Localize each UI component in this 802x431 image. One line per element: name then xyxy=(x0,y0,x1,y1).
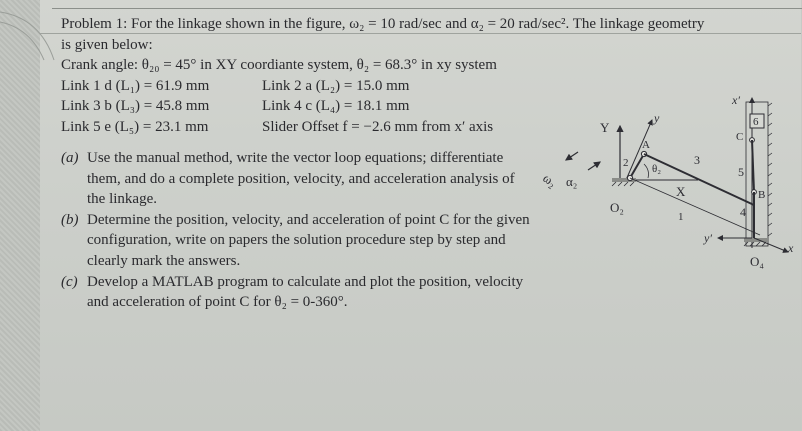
link-6-number: 6 xyxy=(753,116,759,128)
alpha-label: α₂ xyxy=(566,174,578,189)
link-3: Link 3 b (L₃) = 45.8 mm xyxy=(61,98,210,114)
frame-top-line xyxy=(52,8,802,9)
ground-hatch-O4 xyxy=(744,242,766,246)
link-1: Link 1 d (L₁) = 61.9 mm xyxy=(61,77,210,94)
C-label: C xyxy=(736,131,744,143)
linkage-figure xyxy=(540,88,801,278)
alpha-arrow xyxy=(588,162,600,170)
link-2-number: 2 xyxy=(623,157,629,169)
theta-arc xyxy=(644,164,649,178)
link-3-number: 3 xyxy=(694,153,700,167)
link-4-number: 4 xyxy=(740,205,746,219)
ground-hatch-O2 xyxy=(612,182,634,186)
guide-hatch xyxy=(768,103,772,236)
y-label: y xyxy=(654,111,660,125)
O4-label: O₄ xyxy=(750,254,764,269)
O2-label: O₂ xyxy=(610,200,624,215)
X-label: X xyxy=(676,184,686,199)
A-label: A xyxy=(642,139,650,151)
slider-offset: Slider Offset f = −2.6 mm from x′ axis xyxy=(262,118,494,135)
link-4: Link 4 c (L₄) = 18.1 mm xyxy=(262,98,410,114)
x-label: x xyxy=(788,241,794,255)
part-a xyxy=(61,148,531,210)
part-a-text: Use the manual method, write the vector loop equations; differentiate them, and do a complete position, velocity, and acceleration analysis of the linkage. xyxy=(87,150,515,208)
problem-line-2: is given below: xyxy=(61,36,153,53)
link-1-number: 1 xyxy=(678,211,684,223)
binder-margin xyxy=(0,0,40,431)
binding-curve xyxy=(0,0,70,60)
x-axis xyxy=(754,238,788,252)
part-b-text: Determine the position, velocity, and acceleration of point C for the given configuration, write on papers the solution procedure step by step and clearly mark the answers. xyxy=(87,211,530,269)
part-b-label: (b) xyxy=(61,211,79,228)
part-c-text: Develop a MATLAB program to calculate and plot the position, velocity and acceleration of point C for θ₂ = 0-360°. xyxy=(87,273,524,311)
part-b xyxy=(61,210,531,272)
y-prime-label: y′ xyxy=(704,231,712,245)
crank-angle-line: Crank angle: θ₂₀ = 45° in XY coordiante system, θ₂ = 68.3° in xy system xyxy=(61,57,497,73)
Y-label: Y xyxy=(600,120,610,135)
link-2: Link 2 a (L₂) = 15.0 mm xyxy=(262,77,410,94)
part-a-label: (a) xyxy=(61,150,79,166)
link-5: Link 5 e (L₅) = 23.1 mm xyxy=(61,118,209,135)
part-c-label: (c) xyxy=(61,273,78,290)
part-c xyxy=(61,272,531,313)
omega-label: ω₂ xyxy=(540,170,560,190)
B-label: B xyxy=(758,189,766,201)
problem-line-1: Problem 1: For the linkage shown in the figure, ω₂ = 10 rad/sec and α₂ = 20 rad/sec². The linkage geometry xyxy=(61,16,705,32)
omega-arrow xyxy=(566,152,578,160)
x-prime-label: x′ xyxy=(732,93,740,107)
question-parts xyxy=(61,148,531,313)
link-5-number: 5 xyxy=(738,165,744,179)
theta-label: θ₂ xyxy=(652,163,662,175)
